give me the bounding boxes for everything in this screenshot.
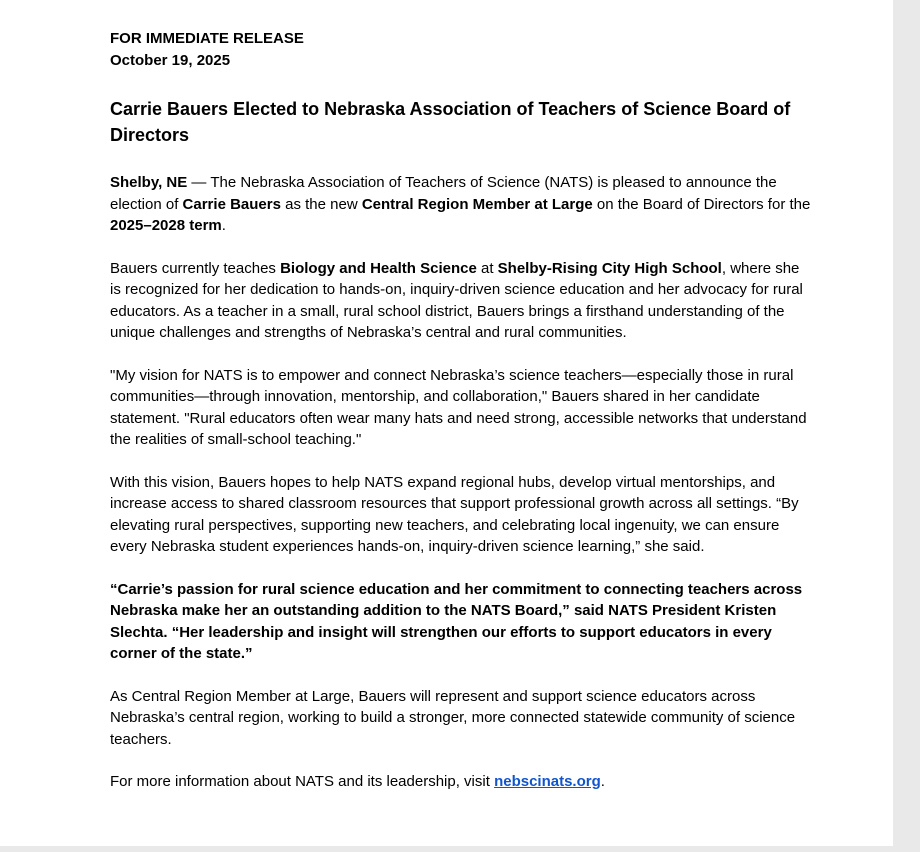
text-run: , where she is recognized for her dedication to hands-on, inquiry-driven science education and her advocacy for rural educators. As a teacher in a small, rural school district, Bauers brings a firsthand understanding of the unique challenges and strengths of Nebraska’s central and rural communities. [110,259,803,341]
text-run: Carrie Bauers [182,195,281,213]
nats-website-link[interactable]: nebscinats.org [494,773,601,790]
text-run: at [476,259,498,277]
text-run: . [600,773,605,790]
text-run: "My vision for NATS is to empower and connect Nebraska’s science teachers—especially those in rural communities—through innovation, mentorship, and collaboration," Bauers shared in her candidate statement. "Rural educators often wear many hats and need strong, accessible networks that understand the realities of small-school teaching." [110,366,807,448]
press-release-content [110,0,812,793]
text-run: With this vision, Bauers hopes to help NATS expand regional hubs, develop virtual mentorships, and increase access to shared classroom resources that support professional growth across all settings. “By elevating rural perspectives, supporting new teachers, and celebrating local ingenuity, we can ensure every Nebraska student experiences hands-on, inquiry-driven science learning,” she said. [110,473,799,555]
text-run: . [221,217,226,234]
paragraph [110,172,812,237]
headline: Carrie Bauers Elected to Nebraska Association of Teachers of Science Board of Directors [110,99,791,145]
text-run: 2025–2028 term [110,217,222,234]
text-run: — The Nebraska Association of Teachers of Science (NATS) is pleased to announce the election of [110,174,777,213]
text-run: As Central Region Member at Large, Bauers will represent and support science educators across Nebraska’s central region, working to build a stronger, more connected statewide community of science teachers. [110,687,796,748]
paragraph [110,365,812,451]
body-paragraphs [110,172,812,793]
paragraph [110,771,812,793]
text-run: Bauers currently teaches [110,259,281,277]
text-run: on the Board of Directors for the [592,195,811,213]
text-run: Shelby, NE [110,174,188,191]
text-run: as the new [280,195,362,213]
text-run: “Carrie’s passion for rural science education and her commitment to connecting teachers across Nebraska make her an outstanding addition to the NATS Board,” said NATS President Kristen Slechta. “Her leadership and insight will strengthen our efforts to support educators in every corner of the state.” [110,580,803,662]
date-line: October 19, 2025 [110,52,231,69]
release-line: FOR IMMEDIATE RELEASE [110,30,304,47]
paragraph [110,686,812,751]
text-run: Shelby-Rising City High School [497,259,722,277]
text-run: Central Region Member at Large [361,195,593,213]
text-run: For more information about NATS and its leadership, visit [110,773,495,790]
text-run: Biology and Health Science [280,259,477,277]
paragraph [110,579,812,665]
paragraph [110,258,812,344]
paragraph [110,472,812,558]
